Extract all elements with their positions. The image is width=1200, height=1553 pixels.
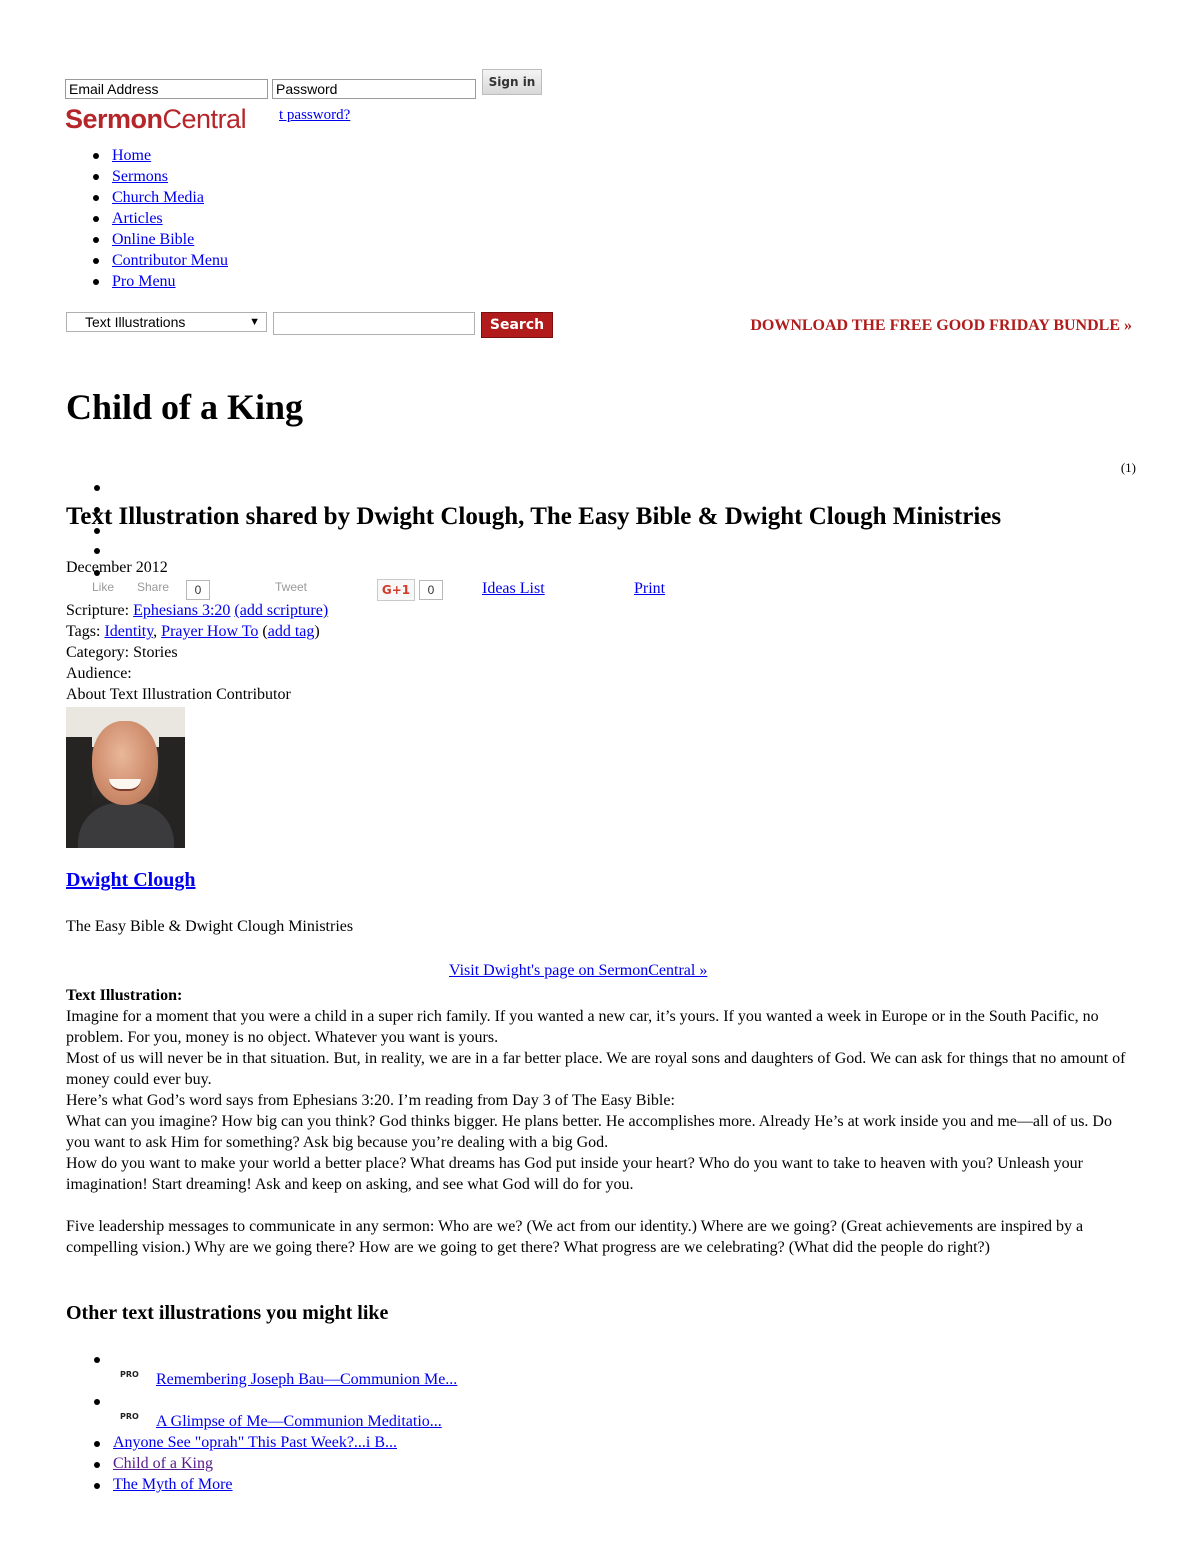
tag-prayer-how-to[interactable]: Prayer How To: [161, 623, 259, 640]
add-tag-link[interactable]: add tag: [267, 623, 315, 640]
related-link[interactable]: Child of a King: [113, 1455, 213, 1472]
category-label: Category:: [66, 644, 130, 661]
add-tag-paren-open: (: [262, 623, 268, 640]
sign-in-button[interactable]: Sign in: [482, 69, 542, 95]
like-button[interactable]: Like: [92, 580, 115, 594]
nav-item-pro-menu: [66, 271, 228, 292]
nav-link-sermons[interactable]: Sermons: [112, 168, 168, 185]
nav-link-online-bible[interactable]: Online Bible: [112, 231, 195, 248]
logo-part-2: Central: [162, 104, 247, 134]
nav-link-church-media[interactable]: Church Media: [112, 189, 204, 206]
scripture-label: Scripture:: [66, 602, 130, 619]
illustration-footer: Five leadership messages to communicate in any sermon: Who are we? (We act from our identity.) Where are we going? (Great achievements are inspired by a compelling vision.) Why are we going there? How are we going to get there? What progress are we celebrating? (What did the people do right?): [66, 1218, 1084, 1256]
search-input[interactable]: [273, 312, 475, 335]
category-value: Stories: [133, 644, 178, 661]
about-contributor-label: About Text Illustration Contributor: [66, 686, 291, 703]
illustration-paragraph: Here’s what God’s word says from Ephesians 3:20. I’m reading from Day 3 of The Easy Bible:: [66, 1092, 675, 1109]
nav-link-articles[interactable]: Articles: [112, 210, 163, 227]
illustration-body: [66, 985, 1138, 1258]
list-bullet: [94, 1483, 100, 1489]
nav-item-contributor-menu: [66, 250, 228, 271]
visit-contributor-page-link[interactable]: Visit Dwight's page on SermonCentral »: [449, 962, 708, 979]
tags-label: Tags:: [66, 623, 101, 640]
scripture-line: [66, 602, 328, 620]
share-button[interactable]: Share: [137, 580, 170, 594]
scripture-link[interactable]: Ephesians 3:20: [133, 602, 231, 619]
illustration-paragraph: Imagine for a moment that you were a child in a super rich family. If you wanted a new car, it’s yours. If you wanted a week in Europe or in the South Pacific, no problem. For you, money is no object. Whatever you want is yours.: [66, 1008, 1099, 1046]
nav-link-pro-menu[interactable]: Pro Menu: [112, 273, 176, 290]
contributor-org: The Easy Bible & Dwight Clough Ministries: [66, 918, 354, 935]
nav-item-home: [66, 145, 228, 166]
main-nav: [66, 145, 228, 292]
share-count: 0: [186, 580, 210, 600]
audience-line: Audience:: [66, 665, 132, 682]
related-link[interactable]: Anyone See "oprah" This Past Week?...i B...: [113, 1434, 398, 1451]
pro-badge: PRO: [120, 1412, 139, 1421]
related-link[interactable]: The Myth of More: [113, 1476, 233, 1493]
tag-identity[interactable]: Identity: [104, 623, 154, 640]
rating-bullet: [94, 548, 100, 554]
related-heading: Other text illustrations you might like: [66, 1302, 389, 1324]
forgot-password-link[interactable]: t password?: [279, 107, 351, 123]
contributor-avatar[interactable]: [66, 707, 185, 848]
rating-bullet: [94, 485, 100, 491]
ideas-list-link[interactable]: Ideas List: [482, 580, 545, 597]
nav-item-sermons: [66, 166, 228, 187]
list-bullet: [94, 1441, 100, 1447]
add-scripture-link[interactable]: (add scripture): [234, 602, 329, 619]
nav-link-contributor-menu[interactable]: Contributor Menu: [112, 252, 228, 269]
rating-count: (1): [1120, 460, 1136, 475]
pro-badge: PRO: [120, 1370, 139, 1379]
email-field[interactable]: Email Address: [65, 79, 268, 99]
nav-item-church-media: [66, 187, 228, 208]
tags-line: Tags: Identity, Prayer How To (add tag): [66, 623, 320, 640]
page-title: Child of a King: [66, 387, 304, 427]
nav-item-online-bible: [66, 229, 228, 250]
publish-date: December 2012: [66, 559, 168, 576]
print-link[interactable]: Print: [634, 580, 666, 597]
add-tag-paren-close: ): [314, 623, 320, 640]
list-bullet: [94, 1357, 100, 1363]
dropdown-arrow-icon: ▼: [249, 316, 260, 328]
sermoncentral-logo[interactable]: [65, 104, 246, 138]
search-button[interactable]: Search: [481, 312, 553, 338]
illustration-paragraph: Most of us will never be in that situation. But, in reality, we are in a far better place. We are royal sons and daughters of God. We can ask for things that no amount of money could ever buy.: [66, 1050, 1126, 1088]
contributor-name-link[interactable]: Dwight Clough: [66, 869, 196, 891]
tweet-button[interactable]: Tweet: [275, 580, 308, 594]
illustration-paragraph: How do you want to make your world a better place? What dreams has God put inside your heart? Who do you want to take to heaven with you? Unleash your imagination! Start dreaming! Ask and keep on asking, and see what God will do for you.: [66, 1155, 1083, 1193]
nav-link-home[interactable]: Home: [112, 147, 152, 164]
promo-link[interactable]: DOWNLOAD THE FREE GOOD FRIDAY BUNDLE »: [750, 317, 1132, 334]
related-link[interactable]: Remembering Joseph Bau—Communion Me...: [156, 1371, 458, 1388]
password-field[interactable]: Password: [272, 79, 476, 99]
illustration-label: Text Illustration:: [66, 987, 183, 1004]
search-category-select[interactable]: [66, 312, 267, 332]
category-line: [66, 644, 178, 662]
logo-part-1: Sermon: [65, 104, 163, 134]
illustration-paragraph: What can you imagine? How big can you think? God thinks bigger. He plans better. He accomplishes more. Already He’s at work inside you and me—all of us. Do you want to ask Him for something? Ask big because you’re dealing with a big God.: [66, 1113, 1112, 1151]
list-bullet: [94, 1462, 100, 1468]
google-plus-count: 0: [419, 580, 443, 600]
related-link[interactable]: A Glimpse of Me—Communion Meditatio...: [156, 1413, 442, 1430]
byline-heading: Text Illustration shared by Dwight Clough, The Easy Bible & Dwight Clough Ministries: [66, 503, 1002, 530]
list-bullet: [94, 1399, 100, 1405]
nav-item-articles: [66, 208, 228, 229]
search-category-value: Text Illustrations: [85, 314, 186, 330]
google-plus-button[interactable]: G+1: [377, 579, 415, 601]
